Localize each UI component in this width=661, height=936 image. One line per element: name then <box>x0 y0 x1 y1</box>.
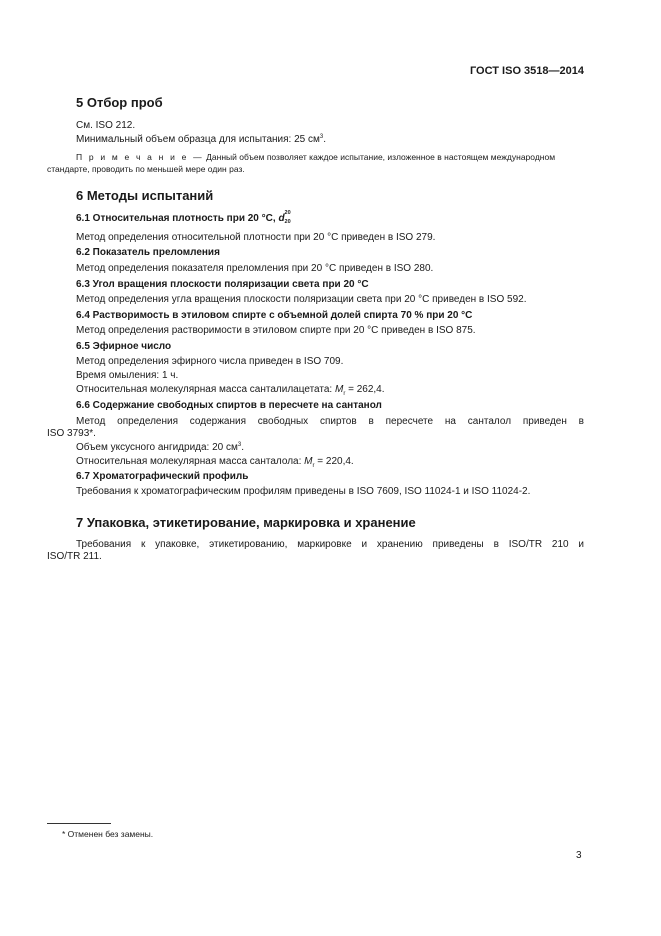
subsection-6-1-text: Метод определения относительной плотности при 20 °С приведен в ISO 279. <box>76 232 436 243</box>
density-sup: 20 <box>284 210 291 216</box>
section-7-title: 7 Упаковка, этикетирование, маркировка и хранение <box>76 515 416 530</box>
note-label: П р и м е ч а н и е — <box>76 152 204 162</box>
subsection-6-5-line-3-text: Относительная молекулярная масса санталилацетата: <box>76 384 333 395</box>
section-5-line-2-end: . <box>323 134 327 145</box>
subsection-6-3-title: 6.3 Угол вращения плоскости поляризации света при 20 °С <box>76 279 369 290</box>
density-indices <box>284 210 293 225</box>
subsection-6-7-title: 6.7 Хроматографический профиль <box>76 471 249 482</box>
subsection-6-6-line-2-sup: 3 <box>237 442 242 448</box>
subsection-6-6-line-2 <box>76 442 244 453</box>
subsection-6-3-text: Метод определения угла вращения плоскости поляризации света при 20 °С приведен в ISO 592. <box>76 294 527 305</box>
molar-mass-sub-2: r <box>312 463 315 469</box>
footnote: * Отменен без замены. <box>62 829 154 839</box>
section-5-line-2-text: Минимальный объем образца для испытания: 25 см <box>76 134 320 145</box>
subsection-6-7-text: Требования к хроматографическим профилям приведены в ISO 7609, ISO 11024-1 и ISO 11024-2. <box>76 486 531 497</box>
density-sub: 20 <box>284 219 291 225</box>
document-header: ГОСТ ISO 3518—2014 <box>469 65 584 77</box>
subsection-6-4-text: Метод определения растворимости в этиловом спирте при 20 °С приведен в ISO 875. <box>76 325 476 336</box>
section-5-title: 5 Отбор проб <box>76 95 163 110</box>
subsection-6-6-paragraph-end: ISO 3793*. <box>47 428 96 439</box>
molar-mass-symbol-2: M <box>304 456 313 467</box>
molar-mass-value: = 262,4. <box>348 384 385 395</box>
subsection-6-6-title: 6.6 Содержание свободных спиртов в пересчете на сантанол <box>76 400 382 411</box>
subsection-6-5-title: 6.5 Эфирное число <box>76 341 172 352</box>
subsection-6-6-line-2-text: Объем уксусного ангидрида: 20 см <box>76 442 238 453</box>
section-7-paragraph: Требования к упаковке, этикетированию, маркировке и хранению приведены в ISO/TR 210 и <box>76 539 584 550</box>
subsection-6-5-line-2: Время омыления: 1 ч. <box>76 370 179 381</box>
subsection-6-6-line-3-text: Относительная молекулярная масса санталола: <box>76 456 302 467</box>
section-5-line-2 <box>76 134 326 145</box>
section-5-note <box>47 151 584 175</box>
molar-mass-symbol: M <box>334 384 344 395</box>
subsection-6-6-line-3 <box>76 456 354 469</box>
density-symbol: d <box>278 213 285 224</box>
section-5-line-2-sup: 3 <box>319 134 324 140</box>
section-5-line-1: См. ISO 212. <box>76 120 136 131</box>
section-7-paragraph-end: ISO/TR 211. <box>47 551 102 562</box>
note-text: Данный объем позволяет каждое испытание, изложенное в настоящем международном стандарте, проводить по меньшей мере один раз. <box>47 152 556 174</box>
subsection-6-4-title: 6.4 Растворимость в этиловом спирте с объемной долей спирта 70 % при 20 °С <box>76 310 473 321</box>
page-number: 3 <box>576 850 582 861</box>
subsection-6-1-title-text: 6.1 Относительная плотность при 20 °С, <box>76 213 276 224</box>
subsection-6-5-line-3 <box>76 384 385 397</box>
subsection-6-5-line-1: Метод определения эфирного числа приведен в ISO 709. <box>76 356 344 367</box>
footnote-divider <box>47 823 111 824</box>
subsection-6-6-paragraph: Метод определения содержания свободных спиртов в пересчете на санталол приведен в <box>76 416 584 427</box>
subsection-6-1-title <box>76 210 293 225</box>
molar-mass-value-2: = 220,4. <box>317 456 354 467</box>
subsection-6-6-line-2-end: . <box>241 442 245 453</box>
subsection-6-2-title: 6.2 Показатель преломления <box>76 247 220 258</box>
molar-mass-sub: r <box>343 391 346 397</box>
subsection-6-2-text: Метод определения показателя преломления при 20 °С приведен в ISO 280. <box>76 263 434 274</box>
section-6-title: 6 Методы испытаний <box>76 188 214 203</box>
